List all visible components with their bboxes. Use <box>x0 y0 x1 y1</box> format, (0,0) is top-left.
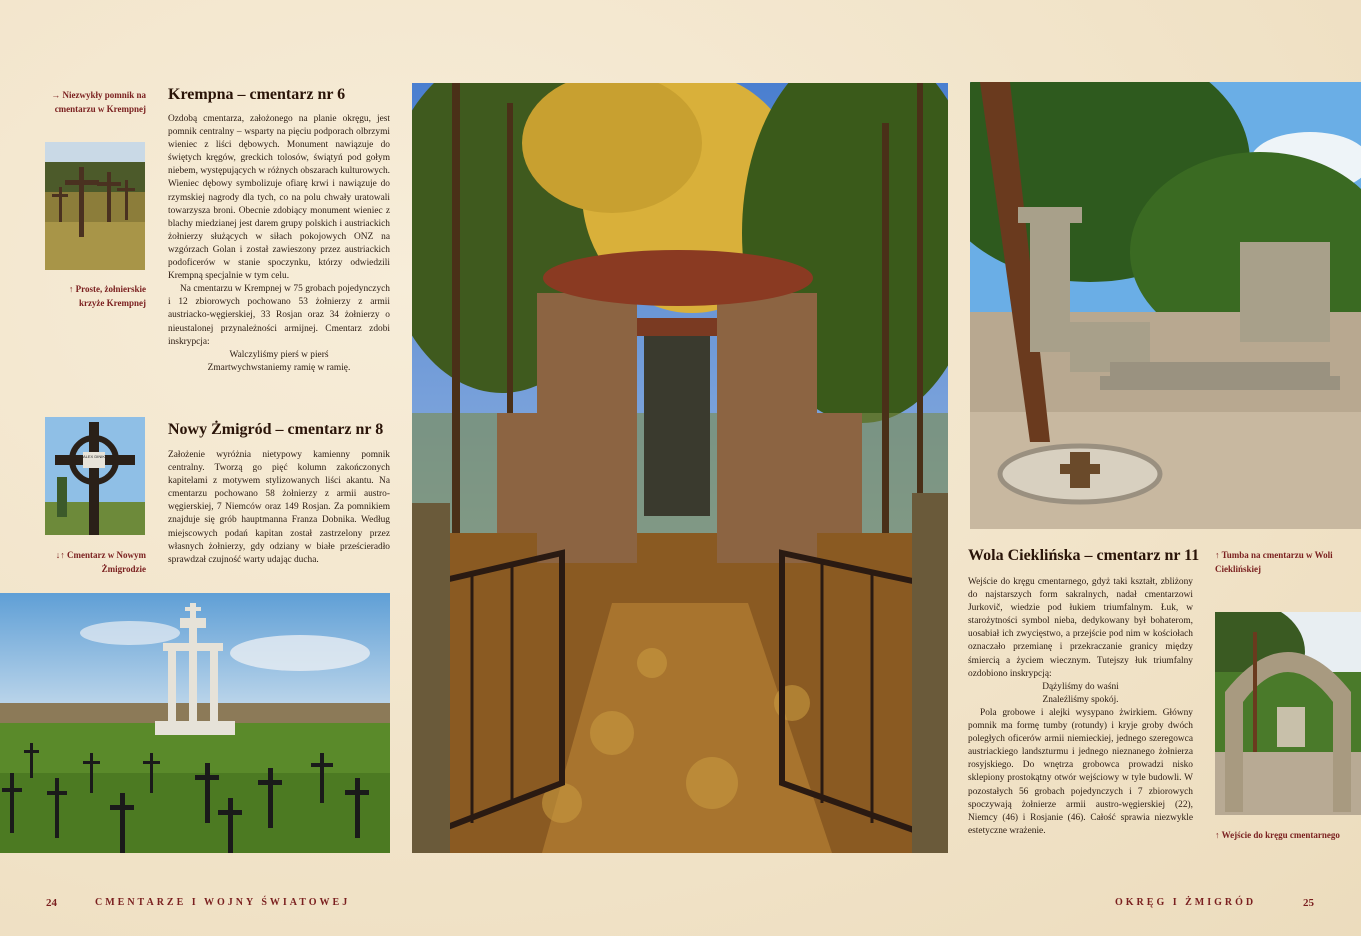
paragraph: Pola grobowe i alejki wysypano żwirkiem. Główny pomnik ma formę tumby (rotundy) i kryje groby dwóch poległych oficerów armii niemieckiej, jednego szeregowca austriackiego landszturmu i jednego nieznanego żołnierza rosyjskiego. Do wnętrza grobowca prowadzi nisko sklepiony prostokątny otwór wejściowy w tyle budowli. W pozostałych 56 grobach pojedynczych i 7 zbiorowych spoczywają żołnierze armii austro-węgierskiej (22), Niemcy (46) i Rosjanie (46). Całość sprawia niezwykle estetyczne wrażenie. <box>968 707 1193 836</box>
caption-wola-entrance: ↑ Wejście do kręgu cmentarnego <box>1215 830 1340 840</box>
footer-title-right: OKRĘG I ŻMIGRÓD <box>1115 897 1257 908</box>
heading-wola-cieklinska: Wola Cieklińska – cmentarz nr 11 <box>968 547 1200 564</box>
photo-krempna-crosses <box>45 142 145 270</box>
inscription-line: Zmartwychwstaniemy ramię w ramię. <box>207 362 351 373</box>
caption-zmigrod: ↓↑ Cmentarz w Nowym Żmigrodzie <box>55 550 146 574</box>
page-number-right: 25 <box>1303 897 1314 909</box>
paragraph: Założenie wyróżnia nietypowy kamienny pomnik centralny. Tworzą go pięć kolumn zakończonych kapitelami z motywem stylizowanych liści akantu. Na cmentarzu pochowano 58 żołnierzy z armii austro-węgierskiej, 7 Niemców oraz 149 Rosjan. Za pomnikiem znajduje się grób hauptmanna Franza Dobnika. Według miejscowych podań kapitan został zastrzelony przez własnych żołnierzy, gdy odziany w białe prześcieradło sprawdzał czujność warty udając ducha. <box>168 450 390 565</box>
photo-krempna-monument <box>412 83 948 853</box>
page-number-left: 24 <box>46 897 57 909</box>
photo-zmigrod-cemetery <box>0 593 390 853</box>
text-wola-cieklinska <box>968 576 1193 838</box>
text-krempna <box>168 113 390 375</box>
photo-wola-tomb <box>970 82 1361 529</box>
caption-krempna-crosses: ↑ Proste, żołnierskie krzyże Krempnej <box>68 284 146 308</box>
inscription-line: Znaleźliśmy spokój. <box>1042 694 1119 705</box>
photo-wola-entrance <box>1215 612 1361 815</box>
footer-title-left: CMENTARZE I WOJNY ŚWIATOWEJ <box>95 897 351 908</box>
paragraph: Na cmentarzu w Krempnej w 75 grobach pojedynczych i 12 zbiorowych pochowano 53 żołnierzy z armii austriacko-węgierskiej, 33 Rosjan oraz 34 żołnierzy o nieustalonej przynależności armijnej. Cmentarz zdobi inskrypcja: <box>168 284 390 347</box>
heading-krempna: Krempna – cmentarz nr 6 <box>168 86 346 103</box>
heading-nowy-zmigrod: Nowy Żmigród – cmentarz nr 8 <box>168 421 384 438</box>
photo-zmigrod-cross <box>45 417 145 535</box>
paragraph: Ozdobą cmentarza, założonego na planie okręgu, jest pomnik centralny – wsparty na pięciu podporach olbrzymi wieniec z liści dębowych. Monument nawiązuje do świętych kręgów, greckich tolosów, świątyń pod gołym niebem, występujących w różnych obszarach kulturowych. Wieniec dębowy symbolizuje ofiarę krwi i nawiązuje do rzymskiej nagrody dla tych, co na polu chwały uratowali towarzysza broni. Obecnie zdobiący monument wieniec z blachy miedzianej jest darem grupy polskich i austriackich żołnierzy służących w siłach pokojowych ONZ na wzgórzach Golan i został zawieszony przez austriackich podoficerów w stanie spoczynku, którzy odwiedzili Krempną specjalnie w tym celu. <box>168 114 390 282</box>
paragraph: Wejście do kręgu cmentarnego, gdyż taki kształt, zbliżony do najstarszych form sakralnych, nadał cmentarzowi Jurkovič, wiedzie pod łukiem triumfalnym. Łuk, w starożytności symbol nieba, dedykowany był bohaterom, uosabiał ich zwycięstwo, a przejście pod nim w kościołach oznaczało przemianę i przekraczanie granicy między śmiercią a życiem wiecznym. Tutejszy łuk triumfalny ozdobiono inskrypcją: <box>968 577 1193 679</box>
text-nowy-zmigrod <box>168 449 390 567</box>
caption-krempna-monument: → Niezwykły pomnik na cmentarzu w Krempnej <box>51 90 146 114</box>
caption-wola-tomb: ↑ Tumba na cmentarzu w Woli Cieklińskiej <box>1215 550 1333 574</box>
inscription-line: Walczyliśmy pierś w pierś <box>229 349 329 360</box>
grave-plate-text: ALEX DINIK <box>83 454 106 459</box>
inscription-line: Dążyliśmy do waśni <box>1042 681 1119 692</box>
